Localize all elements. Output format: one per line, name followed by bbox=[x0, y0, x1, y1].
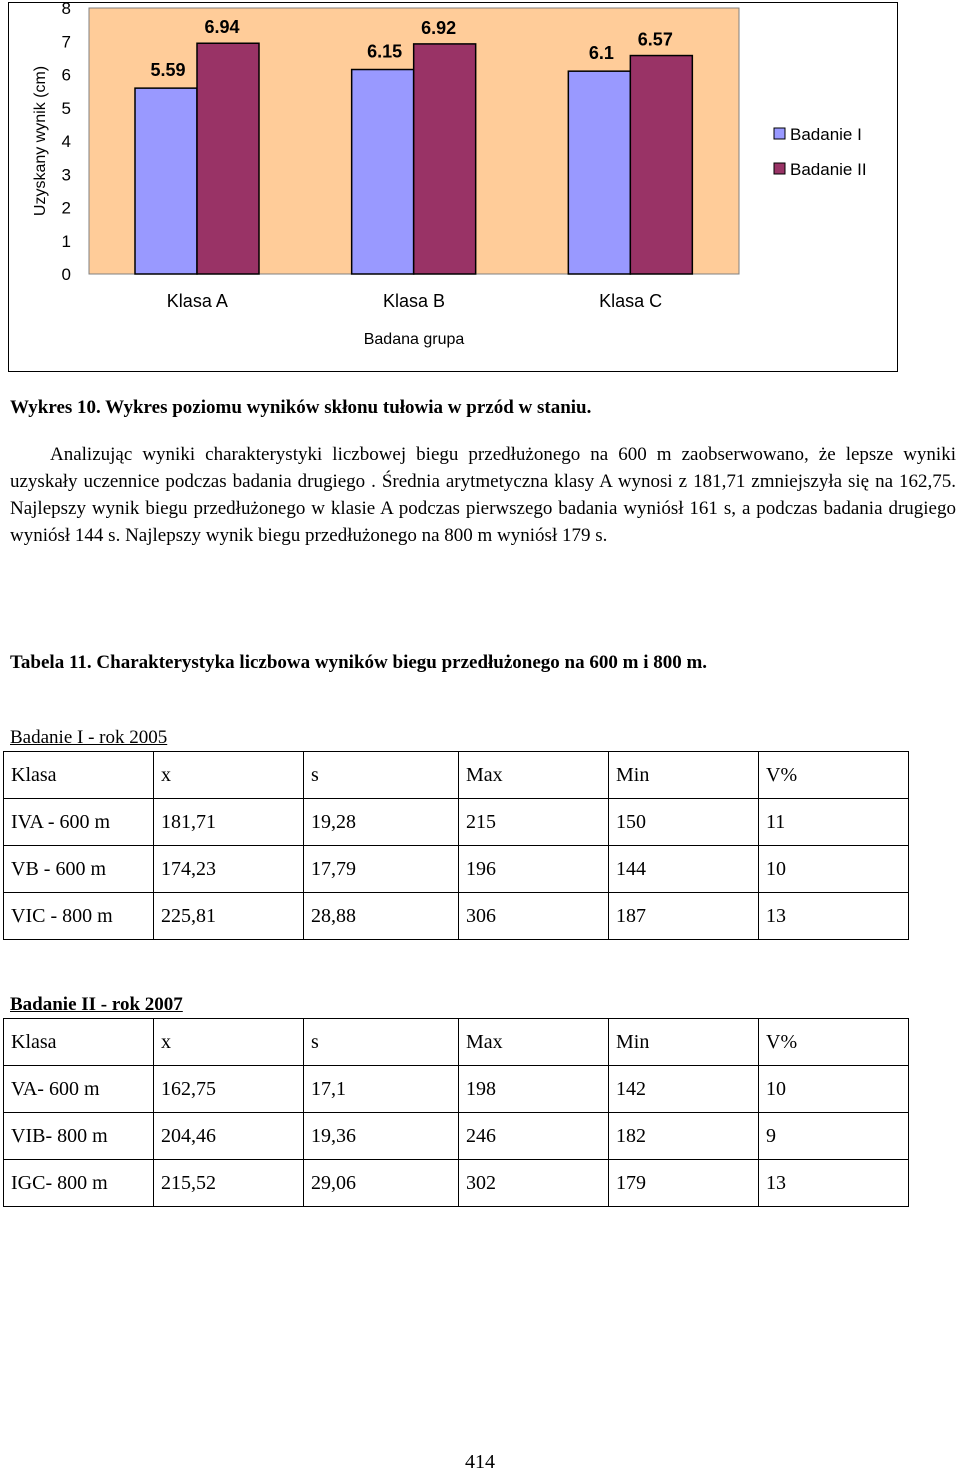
table-cell: 246 bbox=[459, 1113, 609, 1160]
table-cell: 215 bbox=[459, 799, 609, 846]
table-cell: 302 bbox=[459, 1160, 609, 1207]
table1-row bbox=[4, 846, 909, 893]
table-cell: 142 bbox=[609, 1066, 759, 1113]
table1-title: Badanie I - rok 2005 bbox=[10, 727, 168, 748]
table-badanie-2 bbox=[3, 1018, 909, 1207]
table-cell: VIC - 800 m bbox=[4, 893, 154, 940]
data-label: 5.59 bbox=[150, 60, 186, 81]
y-tick-label: 1 bbox=[61, 231, 71, 251]
legend-label: Badanie I bbox=[790, 125, 862, 144]
y-tick-label: 8 bbox=[61, 3, 71, 18]
table1-row bbox=[4, 893, 909, 940]
table-cell: 13 bbox=[759, 893, 909, 940]
data-label: 6.92 bbox=[421, 17, 457, 38]
y-tick-label: 7 bbox=[61, 32, 71, 52]
header-cell: x bbox=[154, 752, 304, 799]
bar bbox=[352, 70, 414, 274]
table-cell: 17,1 bbox=[304, 1066, 459, 1113]
table-cell: IGC- 800 m bbox=[4, 1160, 154, 1207]
table-cell: 28,88 bbox=[304, 893, 459, 940]
table-cell: 10 bbox=[759, 1066, 909, 1113]
table-cell: 11 bbox=[759, 799, 909, 846]
table-cell: VIB- 800 m bbox=[4, 1113, 154, 1160]
bar bbox=[135, 88, 197, 274]
legend-label: Badanie II bbox=[790, 160, 867, 179]
header-cell: Min bbox=[609, 1019, 759, 1066]
header-cell: Min bbox=[609, 752, 759, 799]
table-cell: 215,52 bbox=[154, 1160, 304, 1207]
table-cell: 225,81 bbox=[154, 893, 304, 940]
header-cell: x bbox=[154, 1019, 304, 1066]
table-cell: 204,46 bbox=[154, 1113, 304, 1160]
table-cell: 19,36 bbox=[304, 1113, 459, 1160]
page-number: 414 bbox=[465, 1451, 495, 1473]
header-cell: Max bbox=[459, 1019, 609, 1066]
chart-caption: Wykres 10. Wykres poziomu wyników skłonu tułowia w przód w staniu. bbox=[10, 397, 592, 418]
table-cell: VB - 600 m bbox=[4, 846, 154, 893]
table2-row bbox=[4, 1113, 909, 1160]
bar bbox=[414, 44, 476, 274]
chart-frame bbox=[8, 2, 898, 372]
legend-swatch bbox=[774, 163, 785, 174]
y-tick-label: 6 bbox=[61, 65, 71, 85]
table2-title: Badanie II - rok 2007 bbox=[10, 994, 183, 1015]
table2-header-row bbox=[4, 1019, 909, 1066]
body-paragraph bbox=[10, 441, 956, 549]
y-axis-title: Uzyskany wynik (cm) bbox=[32, 65, 49, 217]
paragraph-text: Analizując wyniki charakterystyki liczbowej biegu przedłużonego na 600 m zaobserwowano, że lepsze wyniki uzyskały uczennice podczas badania drugiego . Średnia arytmetyczna klasy A wynosi z 181,71 zmniejszyła się na 162,75. Najlepszy wynik biegu przedłużonego w klasie A podczas pierwszego badania wyniósł 161 s, a podczas badania drugiego wyniósł 144 s. Najlepszy wynik biegu przedłużonego na 800 m wyniósł 179 s. bbox=[10, 444, 956, 546]
x-tick-label: Klasa C bbox=[599, 291, 663, 311]
y-tick-label: 0 bbox=[61, 265, 71, 284]
table1-header-row bbox=[4, 752, 909, 799]
legend-swatch bbox=[774, 128, 785, 139]
table-cell: 150 bbox=[609, 799, 759, 846]
header-cell: Klasa bbox=[4, 1019, 154, 1066]
table-cell: 182 bbox=[609, 1113, 759, 1160]
bar bbox=[568, 71, 630, 274]
x-axis-title: Badana grupa bbox=[363, 331, 465, 348]
x-tick-label: Klasa A bbox=[166, 291, 228, 311]
data-label: 6.57 bbox=[637, 29, 673, 50]
header-cell: Klasa bbox=[4, 752, 154, 799]
table-cell: VA- 600 m bbox=[4, 1066, 154, 1113]
header-cell: s bbox=[304, 752, 459, 799]
table2-row bbox=[4, 1160, 909, 1207]
table-cell: 174,23 bbox=[154, 846, 304, 893]
y-tick-label: 5 bbox=[61, 98, 71, 118]
table-cell: 29,06 bbox=[304, 1160, 459, 1207]
table-caption: Tabela 11. Charakterystyka liczbowa wyników biegu przedłużonego na 600 m i 800 m. bbox=[10, 652, 708, 673]
table-cell: 13 bbox=[759, 1160, 909, 1207]
table-cell: 19,28 bbox=[304, 799, 459, 846]
bar bbox=[630, 56, 692, 274]
table2-row bbox=[4, 1066, 909, 1113]
table-cell: 9 bbox=[759, 1113, 909, 1160]
data-label: 6.15 bbox=[367, 41, 403, 62]
bar bbox=[197, 43, 259, 274]
table-cell: 198 bbox=[459, 1066, 609, 1113]
table-cell: 181,71 bbox=[154, 799, 304, 846]
header-cell: V% bbox=[759, 752, 909, 799]
header-cell: V% bbox=[759, 1019, 909, 1066]
table-cell: 306 bbox=[459, 893, 609, 940]
header-cell: Max bbox=[459, 752, 609, 799]
table-cell: 17,79 bbox=[304, 846, 459, 893]
table-badanie-1 bbox=[3, 751, 909, 940]
table-cell: 179 bbox=[609, 1160, 759, 1207]
y-tick-label: 3 bbox=[61, 165, 71, 185]
x-tick-label: Klasa B bbox=[382, 291, 446, 311]
data-label: 6.1 bbox=[588, 43, 614, 64]
table-cell: 10 bbox=[759, 846, 909, 893]
header-cell: s bbox=[304, 1019, 459, 1066]
table-cell: 196 bbox=[459, 846, 609, 893]
table-cell: 162,75 bbox=[154, 1066, 304, 1113]
data-label: 6.94 bbox=[204, 17, 240, 38]
y-tick-label: 2 bbox=[61, 198, 71, 218]
y-tick-label: 4 bbox=[61, 132, 71, 151]
table-cell: IVA - 600 m bbox=[4, 799, 154, 846]
table1-row bbox=[4, 799, 909, 846]
table-cell: 187 bbox=[609, 893, 759, 940]
bar-chart bbox=[9, 3, 897, 371]
table-cell: 144 bbox=[609, 846, 759, 893]
